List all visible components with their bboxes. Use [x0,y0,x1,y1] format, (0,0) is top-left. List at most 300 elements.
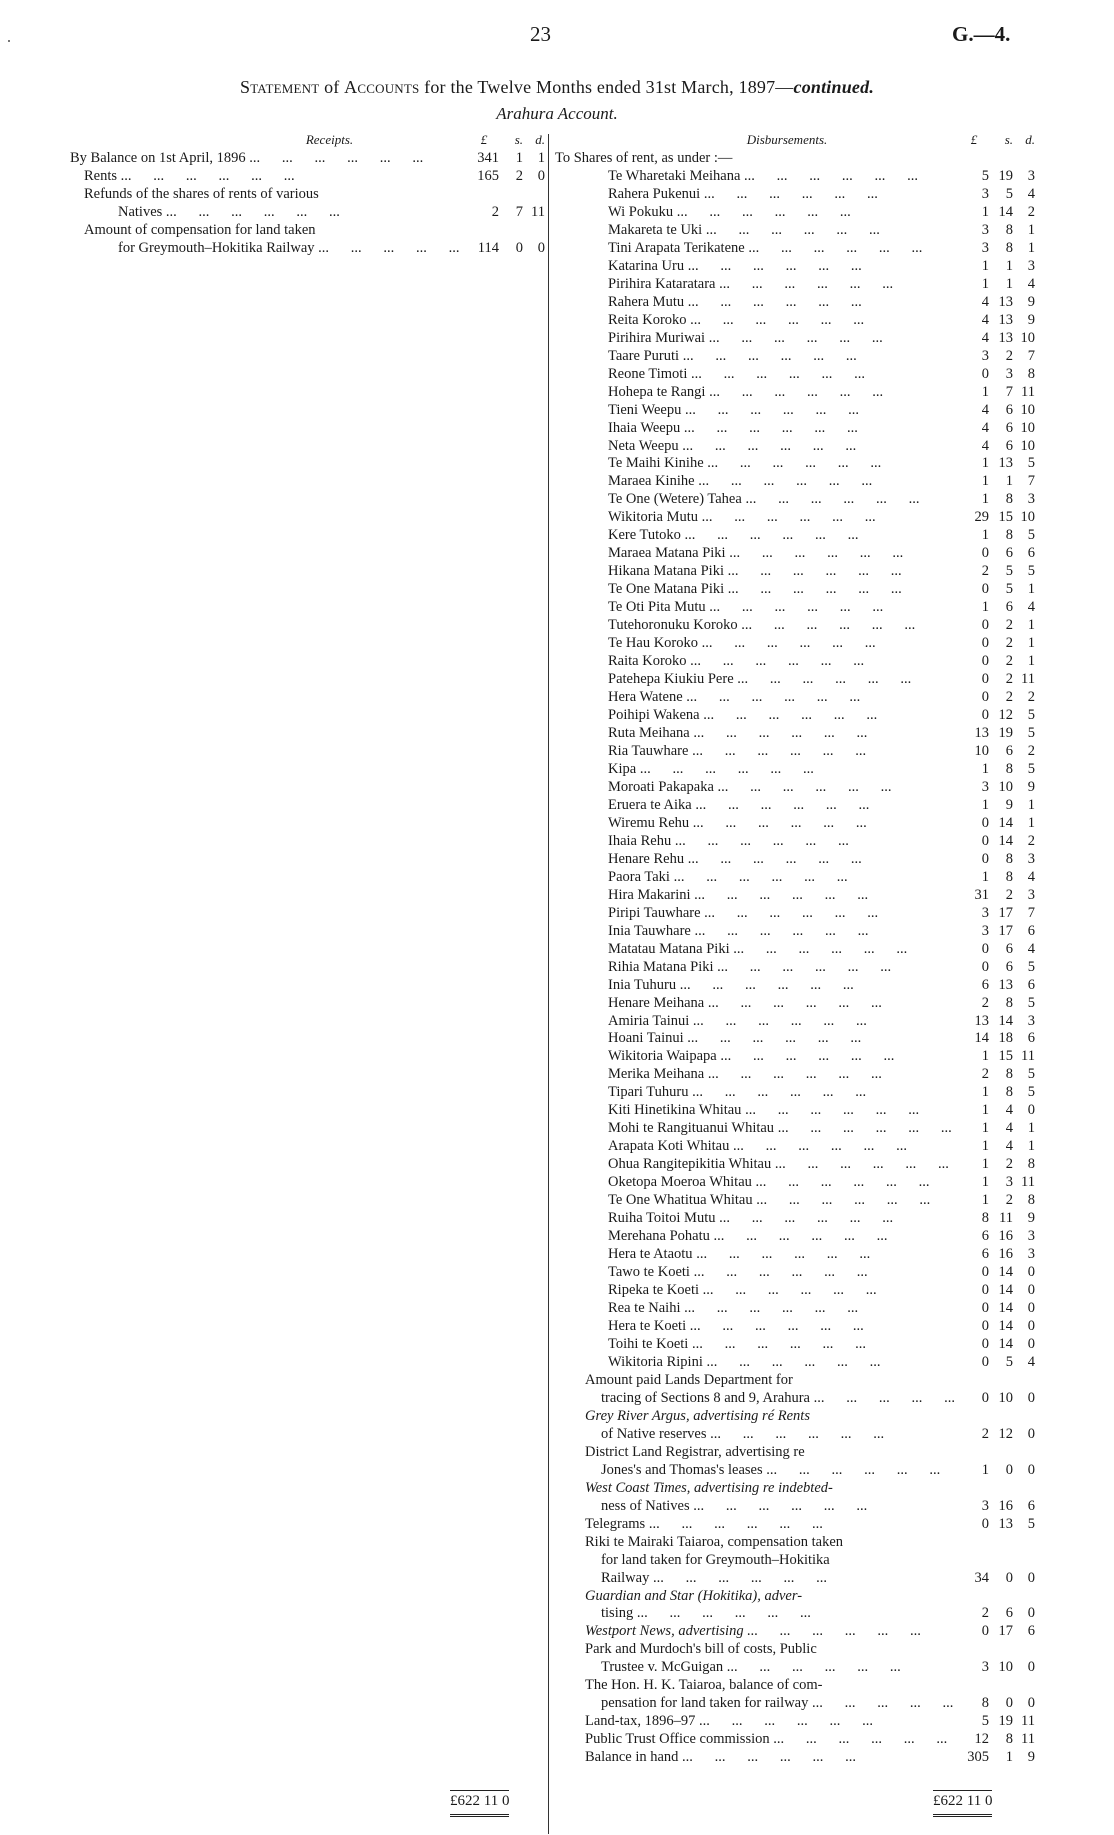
pence-value: 5 [1027,707,1035,724]
share-recipient: Hera te Ataotu ... [555,1246,959,1264]
shillings-value: 19 [998,167,1013,184]
disb-col-pounds: £ [970,132,978,147]
amount [959,1623,1035,1641]
pounds-value: 1 [981,203,989,220]
disbursement-item-line [555,1713,1035,1731]
share-recipient: Wikitoria Mutu ... [555,509,959,527]
pence-value: 1 [1027,581,1035,598]
pounds-value: 3 [981,904,989,921]
share-row [555,977,1035,995]
shillings-value: 6 [1005,419,1013,436]
disbursement-item-text: tracing of Sections 8 and 9, Arahura ... [555,1390,959,1408]
shillings-value: 6 [1005,940,1013,957]
share-row [555,725,1035,743]
disbursement-item-text: Trustee v. McGuigan ... [555,1659,959,1677]
amount [959,1066,1035,1084]
amount [959,689,1035,707]
pence-value: 7 [1027,904,1035,921]
share-row [555,473,1035,491]
amount [959,851,1035,869]
pence-value: 9 [1027,1749,1035,1766]
share-row [555,689,1035,707]
receipt-row [70,204,545,222]
pence-value: 11 [1021,1048,1035,1065]
share-recipient: Kere Tutoko ... [555,527,959,545]
amount [959,438,1035,456]
shillings-value: 4 [1005,1102,1013,1119]
pounds-value: 4 [981,329,989,346]
amount [959,1390,1035,1408]
shillings-value: 14 [998,1264,1013,1281]
share-row [555,761,1035,779]
share-row [555,1264,1035,1282]
pounds-value: 13 [974,725,989,741]
share-row [555,779,1035,797]
share-row [555,563,1035,581]
pence-value: 2 [1027,832,1035,849]
shillings-value [499,186,523,204]
disbursement-item-text: Balance in hand ... [555,1749,959,1767]
amount [959,204,1035,222]
pounds-value: 0 [981,1264,989,1281]
pence-value: 10 [1020,419,1035,436]
receipt-row [70,222,545,240]
disbursement-item-text: Park and Murdoch's bill of costs, Public [585,1641,817,1658]
pounds-value: 1 [981,1084,989,1101]
pounds-value: 8 [981,1210,989,1227]
pounds-value: 1 [981,1461,989,1478]
share-recipient: Oketopa Moeroa Whitau ... [555,1174,959,1192]
amount [959,1138,1035,1156]
shillings-value: 0 [1005,1569,1013,1586]
shillings-value: 9 [1005,796,1013,813]
receipts-header [70,132,545,150]
pounds-value: 14 [974,1030,989,1047]
amount [959,276,1035,294]
disbursement-item-line [555,1623,1035,1641]
receipt-label: for Greymouth–Hokitika Railway ... [70,240,469,258]
amount [959,1318,1035,1336]
receipt-row [70,240,545,258]
amount [959,330,1035,348]
pence-value: 5 [1027,1515,1035,1532]
amount [959,977,1035,995]
pence-value: 3 [1027,257,1035,274]
disb-col-pence: d. [1025,132,1035,147]
share-row [555,366,1035,384]
shillings-value: 14 [998,814,1013,831]
share-recipient: Hoani Tainui ... [555,1030,959,1048]
pence-value: 3 [1027,850,1035,867]
share-recipient: Rea te Naihi ... [555,1300,959,1318]
shillings-value: 8 [1005,239,1013,256]
share-recipient: Reone Timoti ... [555,366,959,384]
disbursement-item-text: Telegrams ... [555,1516,959,1534]
disbursement-item-line [555,1641,1035,1659]
shillings-value: 6 [1005,545,1013,562]
pounds-value: 1 [981,760,989,777]
pence-value: 1 [1027,617,1035,634]
shillings-value: 4 [1005,1120,1013,1137]
amount [959,420,1035,438]
share-row [555,1120,1035,1138]
pounds-value: 1 [981,527,989,544]
pence-value: 1 [537,150,545,166]
disbursement-item-line [555,1659,1035,1677]
shillings-value: 7 [515,203,523,220]
share-recipient: Neta Weepu ... [555,438,959,456]
pounds-value: 341 [477,150,499,166]
amount [959,1605,1035,1623]
pence-value: 3 [1027,886,1035,903]
receipt-row [70,168,545,186]
pounds-value: 3 [981,922,989,939]
pence-value [523,186,545,204]
amount [469,150,545,168]
pence-value: 1 [1027,814,1035,831]
pounds-value: 3 [981,221,989,238]
share-recipient: Wi Pokuku ... [555,204,959,222]
share-recipient: Maraea Kinihe ... [555,473,959,491]
pounds-value: 1 [981,455,989,472]
pounds-value: 1 [981,473,989,490]
amount [959,509,1035,527]
share-recipient: Tini Arapata Terikatene ... [555,240,959,258]
shillings-value: 16 [998,1246,1013,1263]
pounds-value: 165 [477,167,499,184]
disbursement-item-text: tising ... [555,1605,959,1623]
amount [959,617,1035,635]
receipts-col-shillings: s. [514,132,523,147]
pounds-value: 0 [981,1317,989,1334]
pounds-value: 29 [974,509,989,526]
amount [959,1659,1035,1677]
pounds-value: 0 [981,958,989,975]
share-recipient: Moroati Pakapaka ... [555,779,959,797]
amount [959,707,1035,725]
amount [959,671,1035,689]
share-row [555,1156,1035,1174]
amount [959,1426,1035,1444]
pence-value: 3 [1027,1246,1035,1263]
title-rest: for the Twelve Months ended 31st March, 1897— [424,77,794,97]
share-recipient: Reita Koroko ... [555,312,959,330]
share-row [555,1102,1035,1120]
amount [959,1192,1035,1210]
pence-value: 5 [1027,1084,1035,1101]
shillings-value: 13 [998,455,1013,472]
margin-mark [8,40,10,42]
amount [959,1084,1035,1102]
pence-value: 1 [1027,635,1035,652]
pence-value: 2 [1027,203,1035,220]
amount [959,1030,1035,1048]
pounds-value: 114 [477,239,499,256]
share-recipient: Tutehoronuku Koroko ... [555,617,959,635]
share-row [555,545,1035,563]
amount [959,168,1035,186]
pounds-value: 34 [974,1569,989,1586]
pounds-value: 0 [981,1389,989,1406]
amount [959,923,1035,941]
shillings-value: 15 [998,1048,1013,1065]
amount [959,725,1035,743]
pounds-value: 0 [981,545,989,562]
shillings-value: 2 [515,167,523,184]
share-recipient: Makareta te Uki ... [555,222,959,240]
shillings-value: 8 [1005,491,1013,508]
amount [959,653,1035,671]
shillings-value: 11 [999,1210,1013,1227]
amount [959,1102,1035,1120]
share-recipient: Hikana Matana Piki ... [555,563,959,581]
disbursement-item-line [555,1498,1035,1516]
page-number: 23 [530,22,551,46]
pounds-value: 4 [981,437,989,454]
share-recipient: Tieni Weepu ... [555,402,959,420]
disbursement-item-text: The Hon. H. K. Taiaroa, balance of com- [585,1677,823,1694]
pounds-value: 8 [981,1695,989,1712]
pounds-value: 1 [981,1138,989,1155]
pence-value: 3 [1027,1228,1035,1245]
share-row [555,1138,1035,1156]
shillings-value: 17 [998,904,1013,921]
shillings-value: 16 [998,1497,1013,1514]
shillings-value: 6 [1005,742,1013,759]
disbursement-item-text: Riki te Mairaki Taiaroa, compensation taken [585,1533,844,1550]
pence-value: 3 [1027,491,1035,508]
amount [959,995,1035,1013]
shillings-value: 5 [1005,1353,1013,1370]
pounds-value: 31 [974,886,989,903]
pence-value: 0 [537,239,545,256]
amount [959,384,1035,402]
share-recipient: Wikitoria Ripini ... [555,1354,959,1372]
pence-value: 0 [1027,1695,1035,1712]
shillings-value: 14 [998,1335,1013,1352]
share-row [555,276,1035,294]
share-row [555,905,1035,923]
share-row [555,1318,1035,1336]
disbursement-item-line [555,1462,1035,1480]
share-recipient: Henare Meihana ... [555,995,959,1013]
share-recipient: Poihipi Wakena ... [555,707,959,725]
amount [959,761,1035,779]
share-row [555,941,1035,959]
share-recipient: Kipa ... [555,761,959,779]
shillings-value: 10 [998,1659,1013,1676]
pence-value: 5 [1027,455,1035,472]
pence-value: 5 [1027,563,1035,580]
share-recipient: Patehepa Kiukiu Pere ... [555,671,959,689]
pounds-value: 0 [981,365,989,382]
receipts-col-pence: d. [535,132,545,147]
share-row [555,1192,1035,1210]
disbursement-item-line [555,1731,1035,1749]
share-recipient: Te Wharetaki Meihana ... [555,168,959,186]
receipt-label: Refunds of the shares of rents of various [84,185,319,202]
pounds-value: 0 [981,653,989,670]
pounds-value: 4 [981,293,989,310]
pence-value: 7 [1027,473,1035,490]
shillings-value: 2 [1005,617,1013,634]
receipt-label: Amount of compensation for land taken [84,221,316,238]
share-recipient: Te One (Wetere) Tahea ... [555,491,959,509]
column-divider [548,134,549,1834]
pounds-value: 1 [981,796,989,813]
amount [959,312,1035,330]
title-statement: Statement [239,77,320,97]
amount [469,240,545,258]
disbursement-item-line [555,1749,1035,1767]
pence-value: 4 [1027,185,1035,202]
shillings-value: 3 [1005,1174,1013,1191]
shillings-value: 0 [1005,1695,1013,1712]
amount [959,959,1035,977]
share-recipient: Ria Tauwhare ... [555,743,959,761]
shillings-value: 1 [1005,275,1013,292]
share-recipient: Inia Tauwhare ... [555,923,959,941]
pence-value: 10 [1020,401,1035,418]
share-row [555,959,1035,977]
share-recipient: Inia Tuhuru ... [555,977,959,995]
pounds-value: 0 [981,850,989,867]
share-recipient: Pirihira Kataratara ... [555,276,959,294]
pence-value: 5 [1027,760,1035,777]
share-row [555,438,1035,456]
share-row [555,1084,1035,1102]
disbursement-item-text: Land-tax, 1896–97 ... [555,1713,959,1731]
shillings-value: 12 [998,707,1013,724]
amount [959,887,1035,905]
shillings-value: 2 [1005,347,1013,364]
amount [959,1498,1035,1516]
shillings-value: 2 [1005,653,1013,670]
share-row [555,1336,1035,1354]
shillings-value: 15 [998,509,1013,526]
receipt-label: Natives ... [70,204,469,222]
shillings-value: 10 [998,778,1013,795]
share-recipient: Ripeka te Koeti ... [555,1282,959,1300]
amount [959,1731,1035,1749]
pence-value: 1 [1027,653,1035,670]
share-row [555,348,1035,366]
amount [959,1120,1035,1138]
pounds-value: 3 [981,239,989,256]
disbursement-item-line [555,1605,1035,1623]
share-recipient: Amiria Tainui ... [555,1013,959,1031]
receipt-row [70,150,545,168]
shillings-value: 19 [998,1713,1013,1730]
share-row [555,527,1035,545]
pounds-value: 1 [981,1120,989,1137]
shillings-value: 13 [998,311,1013,328]
shillings-value: 6 [1005,437,1013,454]
pence-value: 0 [1027,1317,1035,1334]
share-recipient: Henare Rehu ... [555,851,959,869]
amount [469,168,545,186]
disbursement-item-text: West Coast Times, advertising re indebted- [585,1479,833,1496]
disbursement-item-line [555,1444,1035,1462]
disbursement-item-text: of Native reserves ... [555,1426,959,1444]
pence-value: 10 [1020,437,1035,454]
amount [959,1246,1035,1264]
share-recipient: Te Oti Pita Mutu ... [555,599,959,617]
share-row [555,671,1035,689]
share-row [555,491,1035,509]
pounds-value: 0 [981,635,989,652]
pence-value: 9 [1027,293,1035,310]
pounds-value: 0 [981,940,989,957]
shillings-value: 2 [1005,671,1013,688]
amount [959,1516,1035,1534]
title-continued: continued. [793,77,875,97]
pence-value: 0 [1027,1425,1035,1442]
pence-value: 0 [1027,1569,1035,1586]
pence-value: 4 [1027,868,1035,885]
share-recipient: Merika Meihana ... [555,1066,959,1084]
share-row [555,258,1035,276]
disbursement-item-text: Guardian and Star (Hokitika), adver- [585,1587,803,1604]
share-row [555,1013,1035,1031]
share-recipient: Hira Makarini ... [555,887,959,905]
pence-value: 6 [1027,545,1035,562]
shillings-value: 2 [1005,886,1013,903]
shillings-value: 6 [1005,401,1013,418]
pence-value: 0 [1027,1300,1035,1316]
share-row [555,1282,1035,1300]
shillings-value: 1 [1005,473,1013,490]
share-row [555,384,1035,402]
disbursement-item-text: Grey River Argus, advertising ré Rents [585,1407,810,1424]
pence-value: 8 [1027,1156,1035,1173]
share-recipient: Pirihira Muriwai ... [555,330,959,348]
disbursement-item-line [555,1695,1035,1713]
pence-value: 11 [1021,671,1035,688]
pounds-value: 1 [981,599,989,616]
shillings-value: 8 [1005,1084,1013,1101]
amount [959,581,1035,599]
shillings-value: 8 [1005,221,1013,238]
receipt-row [70,186,545,204]
pounds-value: 3 [981,1659,989,1676]
shillings-value: 10 [998,1389,1013,1406]
shillings-value: 14 [998,832,1013,849]
disbursement-item-text: pensation for land taken for railway ... [555,1695,959,1713]
share-recipient: Eruera te Aika ... [555,797,959,815]
amount [959,1749,1035,1767]
receipt-label: By Balance on 1st April, 1896 ... [70,150,469,168]
title-of: of [324,77,340,97]
disbursement-item-line [555,1426,1035,1444]
shillings-value: 7 [1005,383,1013,400]
amount [959,797,1035,815]
amount [959,1264,1035,1282]
amount [959,815,1035,833]
shillings-value: 18 [998,1030,1013,1047]
share-row [555,851,1035,869]
amount [959,1156,1035,1174]
share-recipient: Piripi Tauwhare ... [555,905,959,923]
amount [959,186,1035,204]
shillings-value: 14 [998,1012,1013,1029]
pence-value: 0 [537,167,545,184]
pounds-value: 0 [981,1300,989,1316]
pounds-value: 3 [981,1497,989,1514]
pence-value: 11 [1021,1174,1035,1191]
amount [959,1462,1035,1480]
disbursement-item-line [555,1570,1035,1588]
